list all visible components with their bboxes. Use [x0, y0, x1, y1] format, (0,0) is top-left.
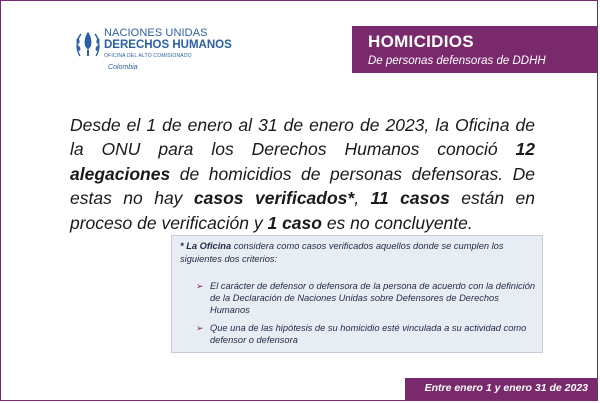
footer-date-range: Entre enero 1 y enero 31 de 2023 [424, 382, 588, 394]
summary-text: , [354, 188, 371, 208]
logo-country: Colombia [108, 64, 138, 71]
summary-text: es no concluyente. [321, 212, 473, 233]
header-banner [352, 26, 598, 73]
allegations-count: 12 alegaciones [70, 139, 535, 184]
logo-text-line2: DERECHOS HUMANOS [104, 39, 232, 51]
note-heading-bold: * La Oficina [180, 241, 232, 251]
un-laurel-emblem-icon [74, 26, 102, 60]
summary-paragraph [70, 113, 535, 236]
criterion-text: Que una de las hipótesis de su homicidio esté vinculada a su actividad como defensor o defensora [210, 323, 527, 345]
footer-date-bar [405, 378, 598, 400]
un-human-rights-logo [74, 26, 232, 76]
note-heading-text: considera como casos verificados aquellos donde se cumplen los siguientes dos criterios: [180, 241, 504, 264]
criteria-note-box [171, 235, 543, 353]
note-heading [180, 240, 540, 265]
summary-text: de homicidios de personas defensoras. De estas no hay [70, 163, 535, 208]
criterion-text: El carácter de defensor o defensora de la persona de acuerdo con la definición de la Declaración de Naciones Unidas sobre Defensores de Derechos Humanos [210, 281, 536, 315]
logo-text-line1: NACIONES UNIDAS [104, 27, 208, 39]
criteria-list [196, 280, 540, 352]
banner-title: HOMICIDIOS [368, 32, 474, 51]
verified-cases: casos verificados* [193, 188, 355, 208]
logo-text-line3: OFICINA DEL ALTO COMISIONADO [104, 53, 192, 59]
list-item [196, 322, 540, 346]
summary-text: están en proceso de verificación y [70, 188, 535, 233]
arrow-bullet-icon: ➢ [196, 281, 204, 291]
inconclusive-count: 1 caso [267, 212, 322, 233]
list-item [196, 280, 540, 316]
arrow-bullet-icon: ➢ [196, 323, 204, 333]
in-verification-count: 11 casos [370, 188, 450, 208]
banner-subtitle: De personas defensoras de DDHH [368, 55, 546, 67]
summary-text: Desde el 1 de enero al 31 de enero de 2023, la Oficina de la ONU para los Derechos Humanos conoció [70, 114, 535, 159]
